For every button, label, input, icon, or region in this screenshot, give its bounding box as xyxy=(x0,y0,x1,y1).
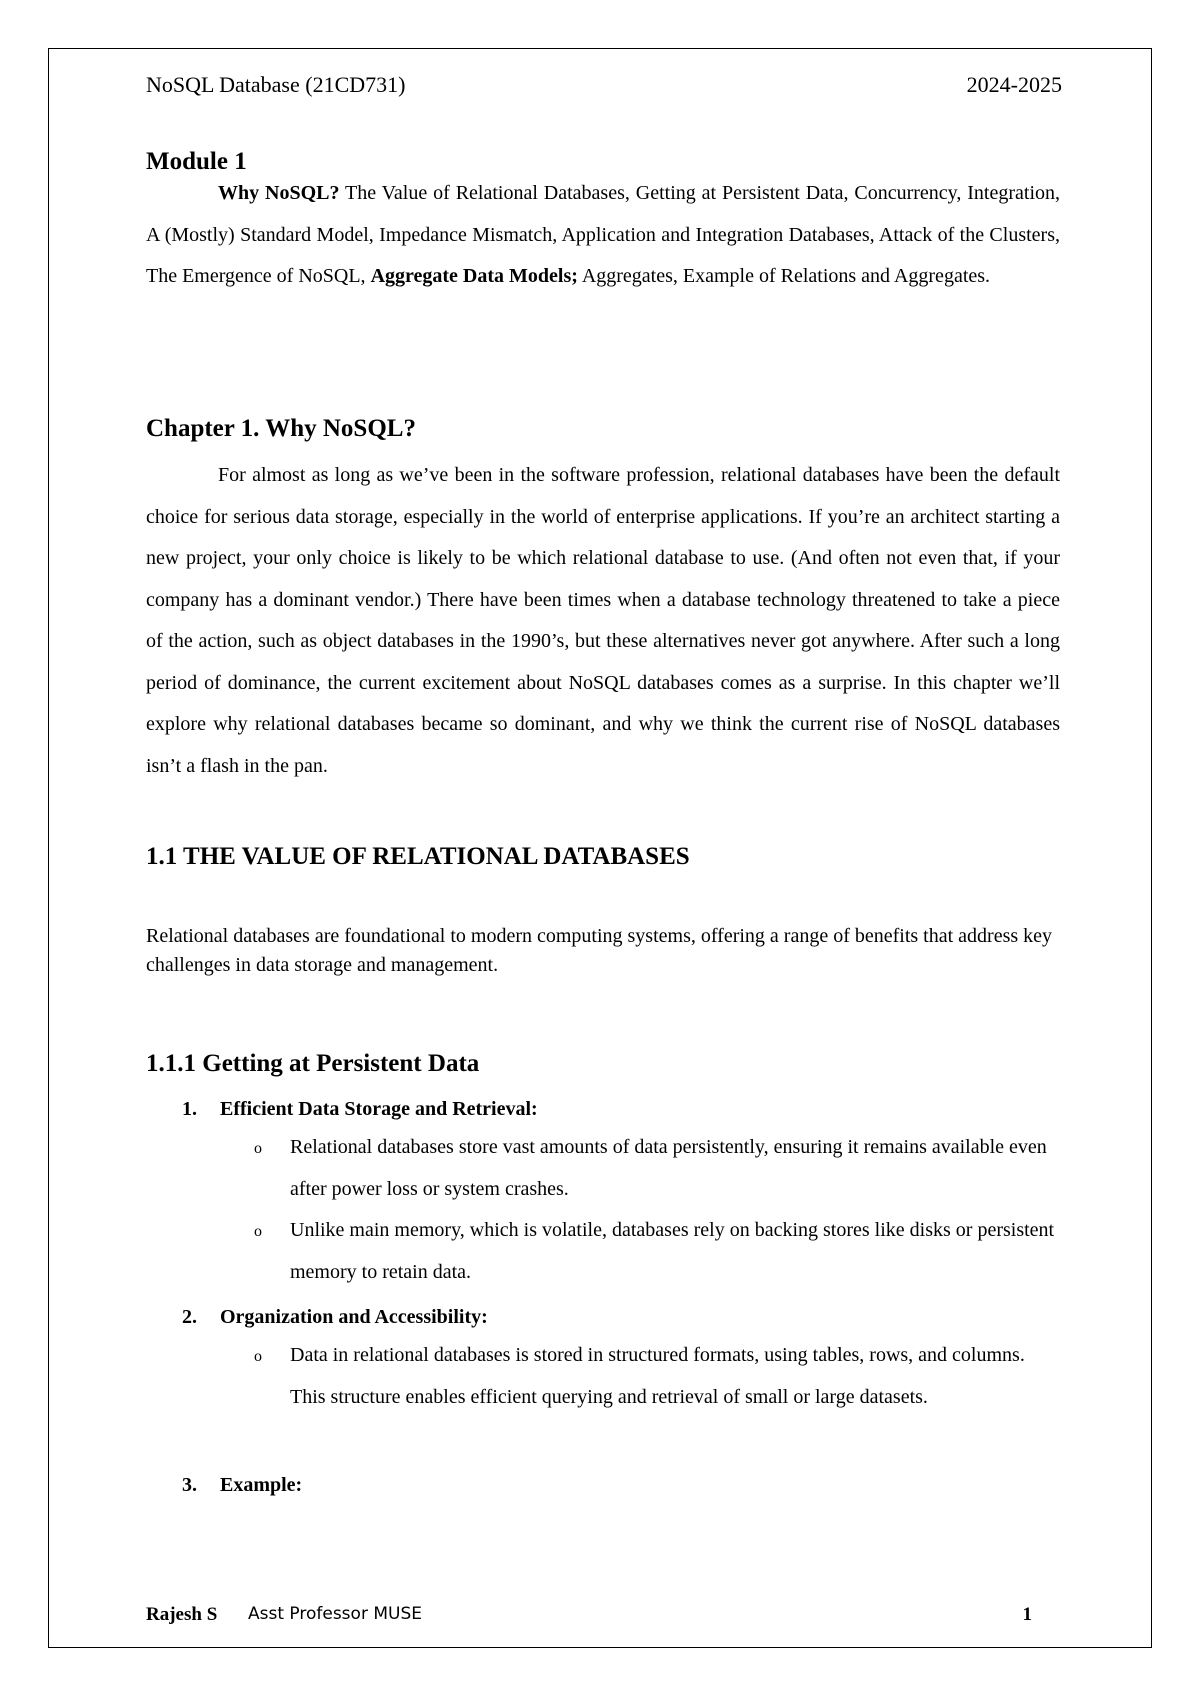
syllabus-lead: Why NoSQL? xyxy=(218,182,340,204)
list-number: 2. xyxy=(182,1306,197,1328)
list-item xyxy=(182,1306,488,1329)
syllabus-text-1: The Value of Relational Databases, Getting at Persistent Data, Concurrency, Integration, A (Mostly) Standard Model, Impedance Mismatch, Application and Integration Databases, Attack of the Clusters, The Emergence of NoSQL, xyxy=(146,182,1060,287)
module-syllabus xyxy=(146,173,1060,298)
list-label: Example: xyxy=(220,1474,303,1496)
list-item xyxy=(182,1474,302,1497)
syllabus-text-2: Aggregates, Example of Relations and Aggregates. xyxy=(577,265,991,287)
bullet-text: Data in relational databases is stored in structured formats, using tables, rows, and columns. This structure enables efficient querying and retrieval of small or large datasets. xyxy=(290,1344,1025,1408)
list-label: Efficient Data Storage and Retrieval: xyxy=(220,1098,538,1120)
section-1-1-text: Relational databases are foundational to modern computing systems, offering a range of benefits that address key challenges in data storage and management. xyxy=(146,925,1053,976)
list-number: 3. xyxy=(182,1474,197,1496)
footer-author: Rajesh S xyxy=(146,1604,218,1625)
header-year: 2024-2025 xyxy=(966,72,1062,97)
chapter-intro: For almost as long as we’ve been in the software profession, relational databases have been the default choice for serious data storage, especially in the world of enterprise applications. If you’re an architect starting a new project, your only choice is likely to be which relational database to use. (And often not even that, if your company has a dominant vendor.) There have been times when a database technology threatened to take a piece of the action, such as object databases in the 1990’s, but these alternatives never got anywhere. After such a long period of dominance, the current excitement about NoSQL databases comes as a surprise. In this chapter we’ll explore why relational databases became so dominant, and why we think the current rise of NoSQL databases isn’t a flash in the pan. xyxy=(146,464,1060,777)
page-number: 1 xyxy=(1022,1604,1032,1625)
list-item xyxy=(182,1098,538,1121)
module-title: Module 1 xyxy=(146,148,247,175)
section-1-1-title: 1.1 THE VALUE OF RELATIONAL DATABASES xyxy=(146,843,690,870)
list-label: Organization and Accessibility: xyxy=(220,1306,488,1328)
footer-role: Asst Professor MUSE xyxy=(248,1604,422,1624)
bullet-text: Unlike main memory, which is volatile, databases rely on backing stores like disks or persistent memory to retain data. xyxy=(290,1219,1055,1283)
bullet-text: Relational databases store vast amounts of data persistently, ensuring it remains available even after power loss or system crashes. xyxy=(290,1136,1047,1200)
section-1-1-1-title: 1.1.1 Getting at Persistent Data xyxy=(146,1050,480,1077)
header-course: NoSQL Database (21CD731) xyxy=(146,72,406,97)
chapter-title: Chapter 1. Why NoSQL? xyxy=(146,415,416,442)
bullet-icon: o xyxy=(254,1140,262,1157)
bullet-icon: o xyxy=(254,1348,262,1365)
syllabus-bold-2: Aggregate Data Models; xyxy=(370,265,578,287)
list-number: 1. xyxy=(182,1098,197,1120)
bullet-icon: o xyxy=(254,1223,262,1240)
